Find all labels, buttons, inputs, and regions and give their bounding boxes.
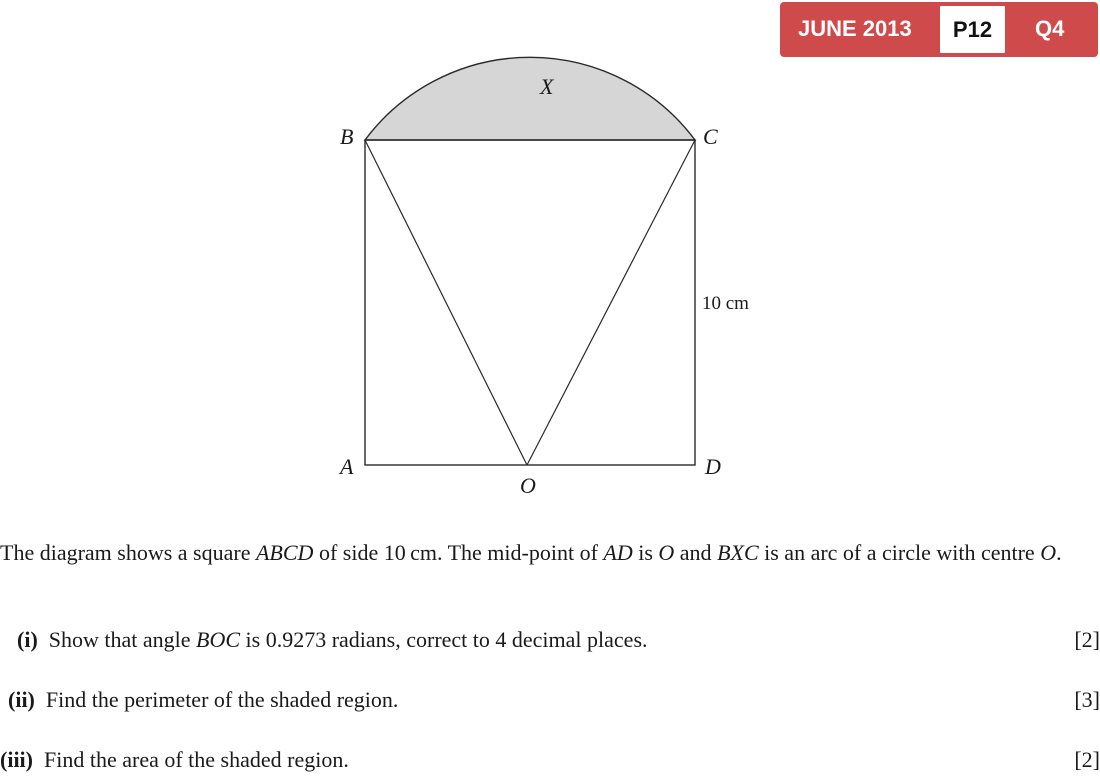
label-b: B (340, 124, 354, 149)
question-number: (ii) (8, 687, 35, 712)
label-x: X (540, 74, 554, 99)
badge-question: Q4 (1035, 16, 1065, 41)
label-a: A (340, 454, 354, 479)
label-d: D (705, 454, 721, 479)
question-text: Show that angle BOC is 0.9273 radians, correct to 4 decimal places. (48, 627, 648, 652)
problem-statement: The diagram shows a square ABCD of side 10 cm. The mid-point of AD is O and BXC is an arc of a circle with centre O. (0, 540, 1062, 565)
badge-session: JUNE 2013 (798, 16, 912, 41)
question-text: Find the area of the shaded region. (44, 747, 349, 772)
question-number: (i) (17, 627, 38, 652)
question-number: (iii) (0, 747, 33, 772)
side-length-label: 10 cm (702, 293, 749, 314)
question-i (0, 627, 1100, 657)
question-iii (0, 747, 1100, 777)
question-marks: [2] (1074, 627, 1100, 652)
question-ii (0, 687, 1100, 717)
label-c: C (703, 124, 718, 149)
line-oc (527, 140, 695, 465)
question-text: Find the perimeter of the shaded region. (45, 687, 399, 712)
line-ob (365, 140, 527, 465)
badge-paper: P12 (940, 6, 1005, 53)
question-marks: [3] (1074, 687, 1100, 712)
square-abcd (365, 140, 695, 465)
shaded-segment (365, 57, 695, 140)
question-marks: [2] (1074, 747, 1100, 772)
label-o: O (520, 473, 536, 498)
